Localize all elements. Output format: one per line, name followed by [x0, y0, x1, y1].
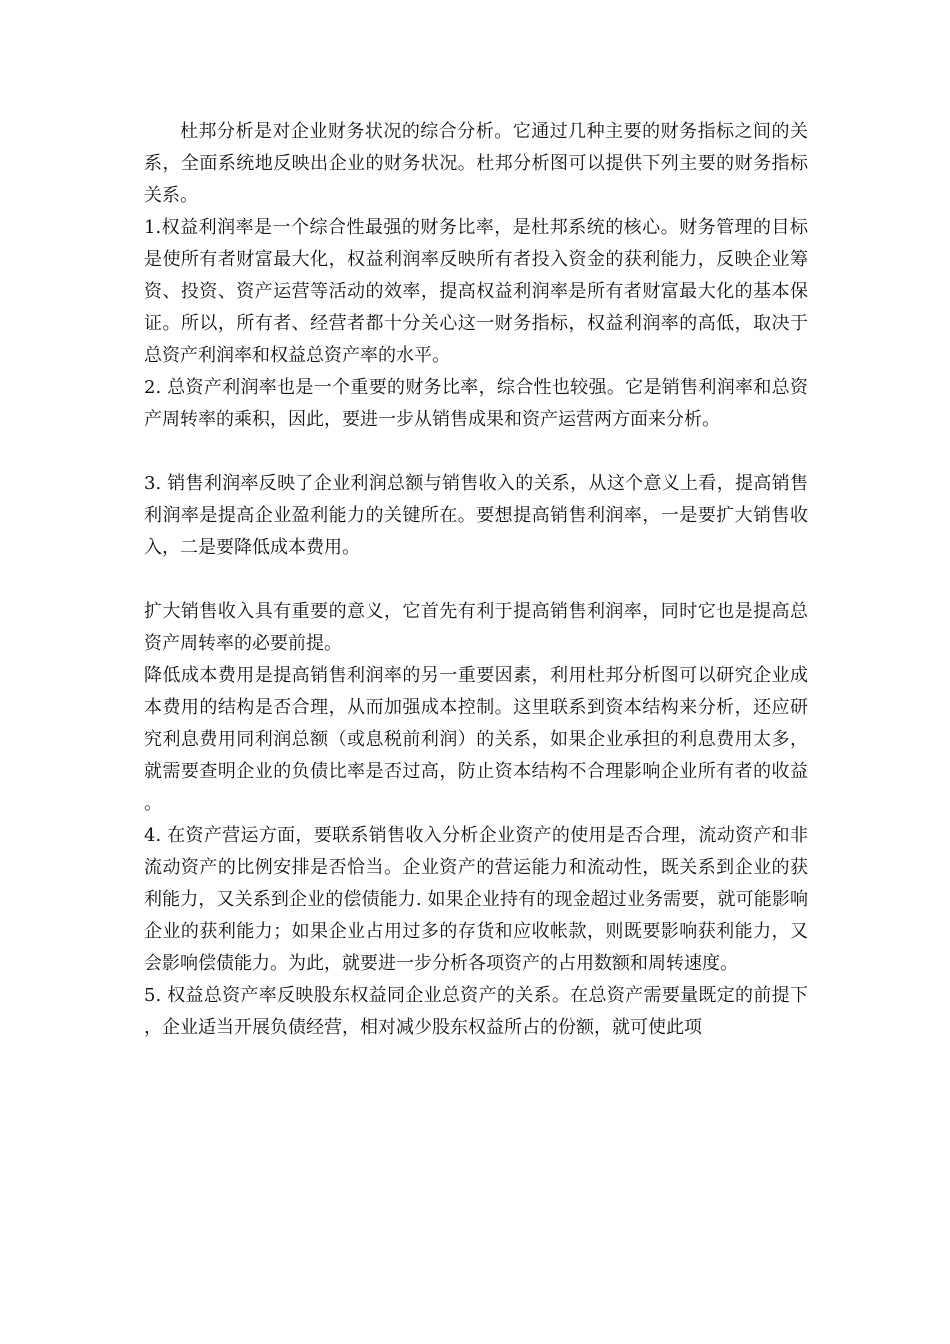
paragraph-item-5: 5. 权益总资产率反映股东权益同企业总资产的关系。在总资产需要量既定的前提下，企业适当开展负债经营，相对减少股东权益所占的份额，就可使此项 [144, 985, 808, 1038]
document-body [144, 116, 808, 1044]
paragraph-cost-reduction: 降低成本费用是提高销售利润率的另一重要因素，利用杜邦分析图可以研究企业成本费用的结构是否合理，从而加强成本控制。这里联系到资本结构来分析，还应研究利息费用同利润总额（或息税前利润）的关系，如果企业承担的利息费用太多，就需要查明企业的负债比率是否过高，防止资本结构不合理影响企业所有者的收益。 [144, 665, 808, 814]
blank-line [144, 564, 808, 596]
paragraph-sales-revenue: 扩大销售收入具有重要的意义，它首先有利于提高销售利润率，同时它也是提高总资产周转率的必要前提。 [144, 601, 808, 654]
intro-paragraph: 杜邦分析是对企业财务状况的综合分析。它通过几种主要的财务指标之间的关系，全面系统地反映出企业的财务状况。杜邦分析图可以提供下列主要的财务指标关系。 [144, 121, 808, 206]
blank-line [144, 436, 808, 468]
paragraph-item-2: 2. 总资产利润率也是一个重要的财务比率，综合性也较强。它是销售利润率和总资产周转率的乘积，因此，要进一步从销售成果和资产运营两方面来分析。 [144, 377, 808, 430]
paragraph-item-4: 4. 在资产营运方面，要联系销售收入分析企业资产的使用是否合理，流动资产和非流动资产的比例安排是否恰当。企业资产的营运能力和流动性，既关系到企业的获利能力，又关系到企业的偿债能力. 如果企业持有的现金超过业务需要，就可能影响企业的获利能力；如果企业占用过多的存货和应收帐款，则既要影响获利能力，又会影响偿债能力。为此，就要进一步分析各项资产的占用数额和周转速度。 [144, 825, 808, 974]
paragraph-item-3: 3. 销售利润率反映了企业利润总额与销售收入的关系，从这个意义上看，提高销售利润率是提高企业盈利能力的关键所在。要想提高销售利润率，一是要扩大销售收入，二是要降低成本费用。 [144, 473, 808, 558]
paragraph-item-1: 1.权益利润率是一个综合性最强的财务比率，是杜邦系统的核心。财务管理的目标是使所有者财富最大化，权益利润率反映所有者投入资金的获利能力，反映企业筹资、投资、资产运营等活动的效率，提高权益利润率是所有者财富最大化的基本保证。所以，所有者、经营者都十分关心这一财务指标，权益利润率的高低，取决于总资产利润率和权益总资产率的水平。 [144, 217, 808, 366]
